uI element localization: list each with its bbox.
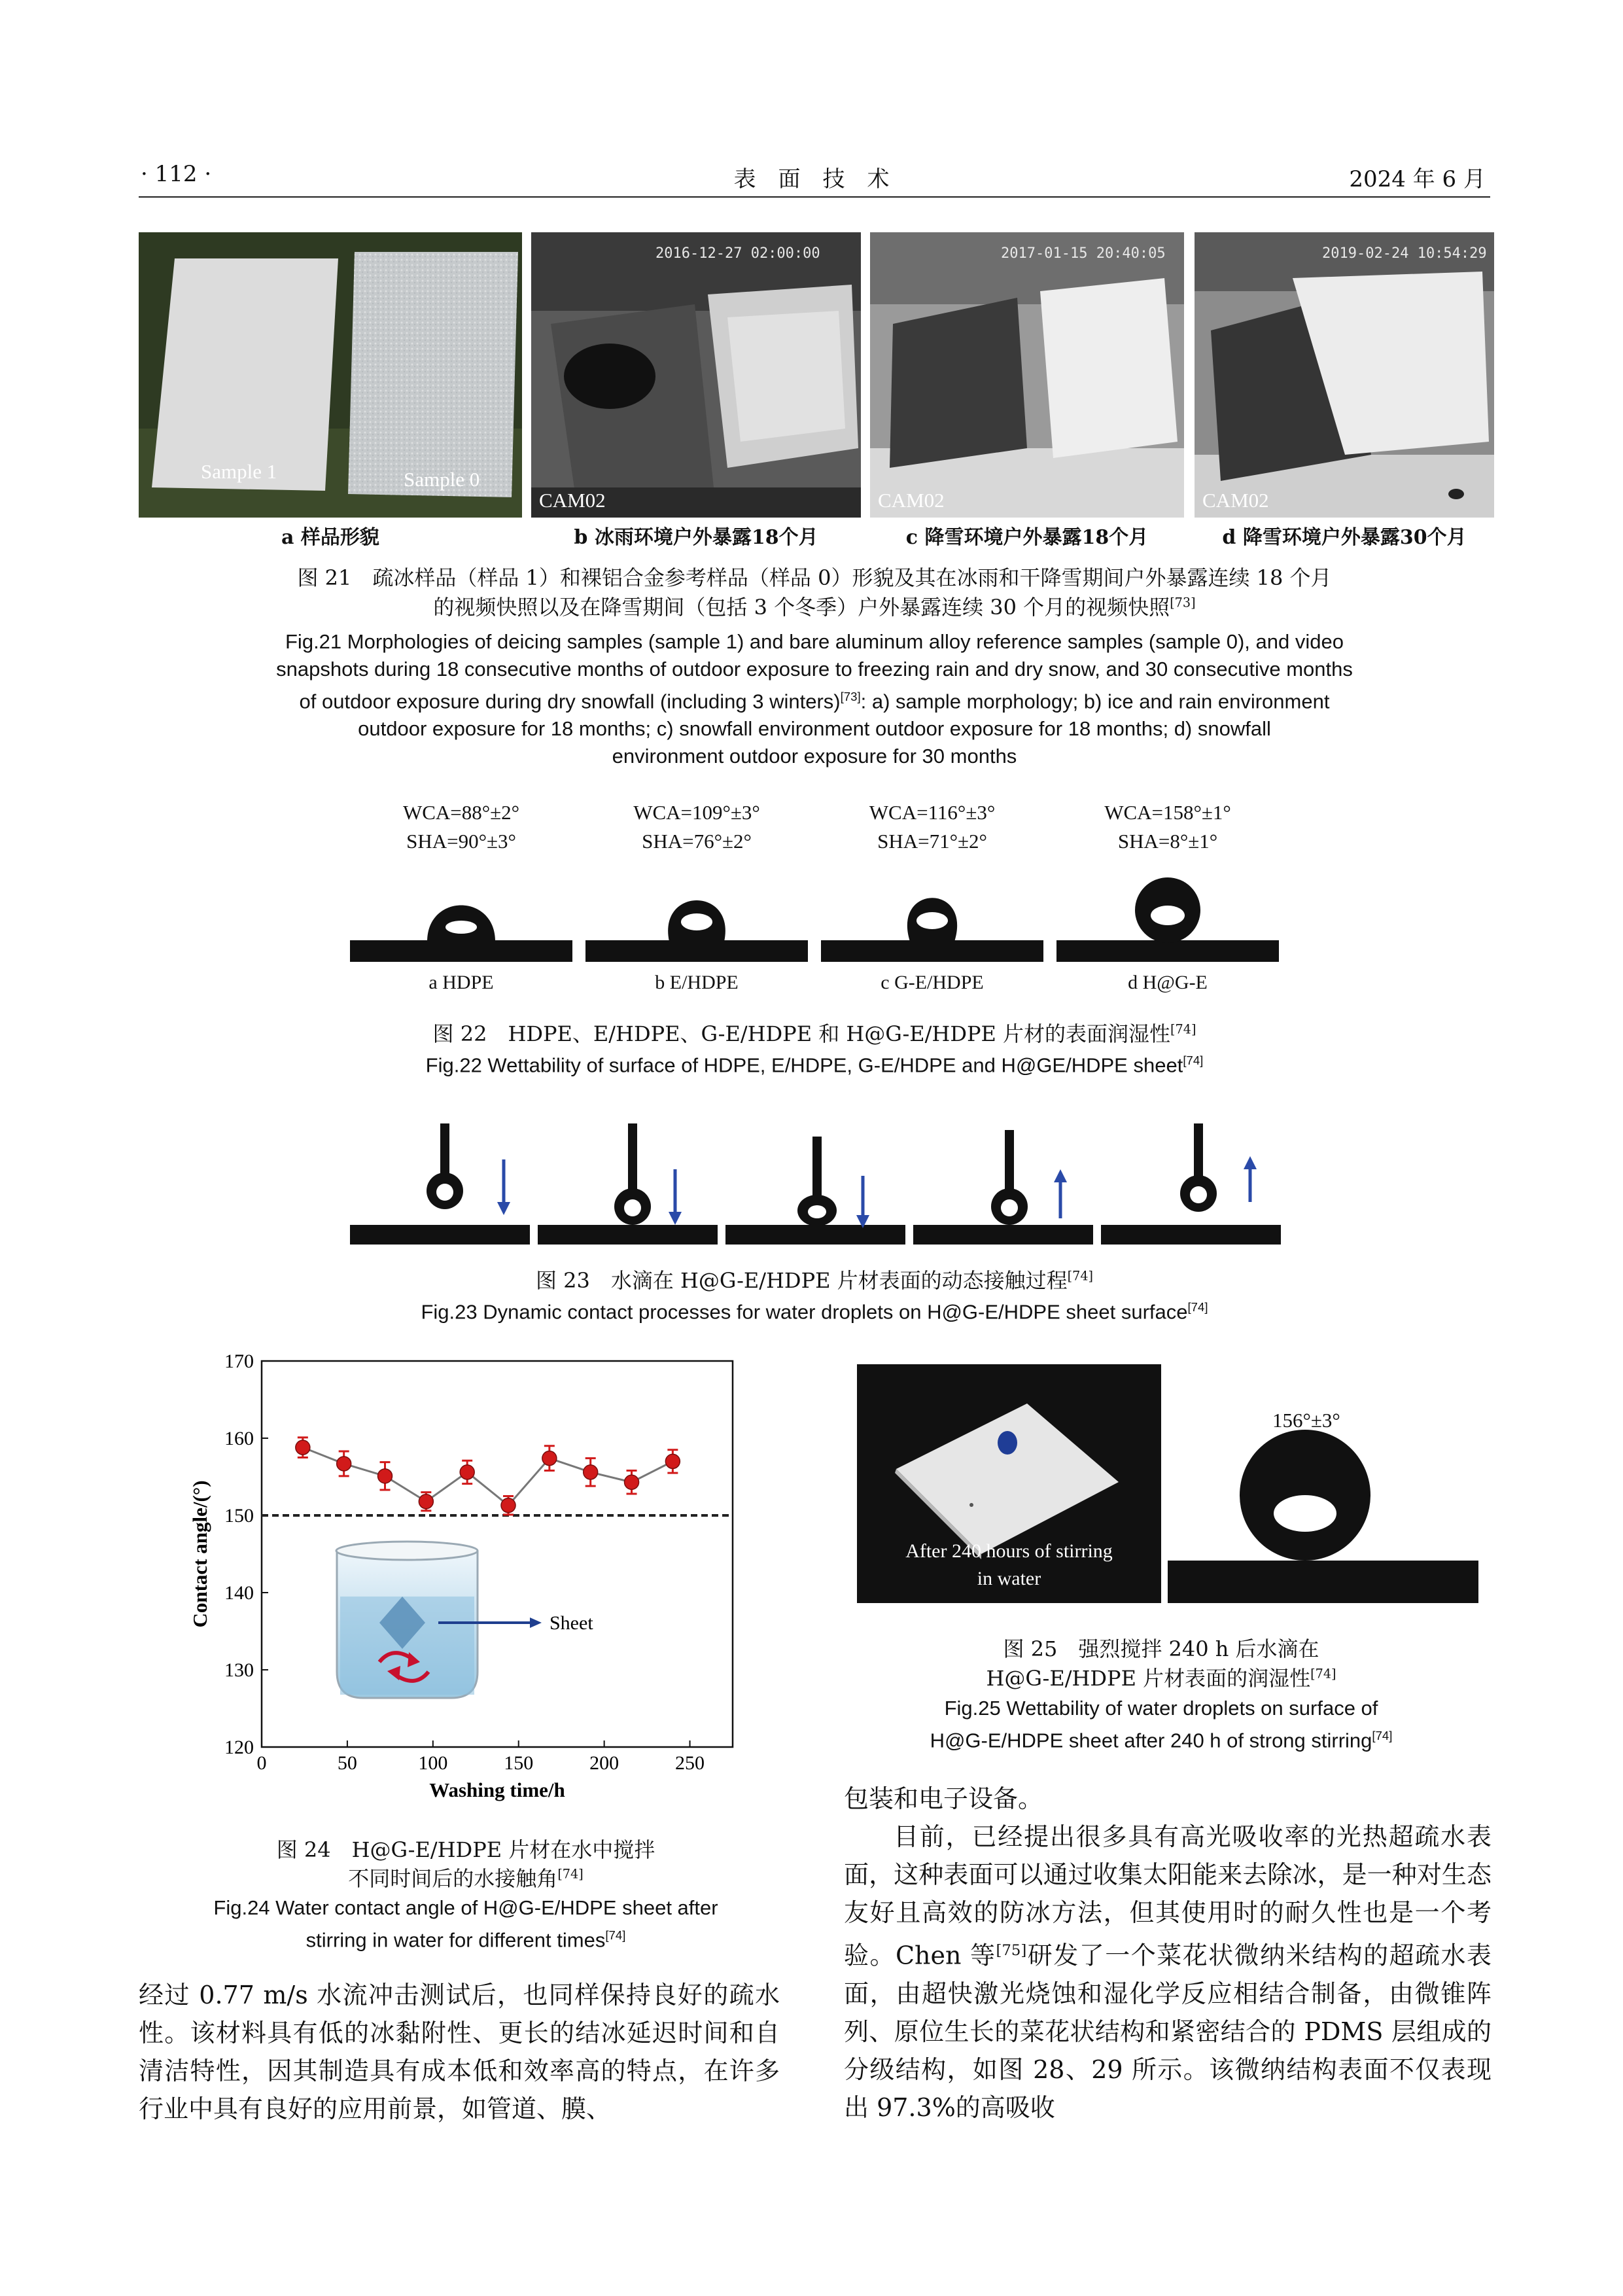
cam-label: CAM02: [878, 489, 945, 512]
data-point: [419, 1494, 433, 1509]
fig22-angles-d: WCA=158°±1° SHA=8°±1°: [1104, 801, 1231, 853]
y-tick-label: 130: [224, 1659, 254, 1681]
fig22-droplet-b: [585, 867, 808, 962]
series-line: [303, 1447, 673, 1506]
data-point: [378, 1469, 393, 1483]
fig25-caption-cn-2: H@G-E/HDPE 片材表面的润湿性[74]: [986, 1666, 1336, 1691]
fig22-droplet-a: [350, 867, 572, 962]
timestamp: 2016-12-27 02:00:00: [655, 245, 820, 262]
x-axis-label: Washing time/h: [429, 1778, 565, 1801]
fig25-photo-text: After 240 hours of stirring in water: [905, 1540, 1113, 1589]
data-point: [337, 1457, 351, 1471]
fig22-angles-c: WCA=116°±3° SHA=71°±2°: [869, 801, 996, 853]
data-point: [584, 1465, 598, 1479]
fig21-label-b: b 冰雨环境户外暴露18个月: [574, 526, 818, 549]
fig22-label-a: a HDPE: [428, 972, 494, 993]
y-tick-label: 170: [224, 1354, 254, 1372]
fig22-caption-cn: 图 22 HDPE、E/HDPE、G-E/HDPE 和 H@G-E/HDPE 片材的表面润湿性[74]: [432, 1021, 1196, 1046]
fig21-caption-cn-1: 图 21 疏冰样品（样品 1）和裸铝合金参考样品（样品 0）形貌及其在冰雨和干降雪期间户外暴露连续 18 个月: [297, 565, 1332, 590]
fig21-caption-cn-2: 的视频快照以及在降雪期间（包括 3 个冬季）户外暴露连续 30 个月的视频快照[73]: [433, 595, 1196, 620]
fig23-frame-4: [913, 1120, 1093, 1245]
x-tick-label: 50: [337, 1752, 357, 1774]
plot-frame: [262, 1361, 733, 1747]
x-tick-label: 150: [504, 1752, 534, 1774]
x-tick-label: 200: [589, 1752, 620, 1774]
fig21-photo-a: [139, 232, 522, 518]
fig21-photo-c: [870, 232, 1184, 518]
journal-title: 表 面 技 术: [733, 166, 890, 192]
fig24-caption-cn-2: 不同时间后的水接触角[74]: [348, 1866, 584, 1891]
fig21-caption-en: Fig.21 Morphologies of deicing samples (sample 1) and bare aluminum alloy reference samples (sample 0), and video snapshots during 18 consecutive months of outdoor exposure to freezing rain and dry snow, and 30 consecutive months of outdoor exposure during dry snowfall (including 3 winters)[73]: a) sample morphology; b) ice and rain environment outdoor exposure for 18 months; c) snowfall environment outdoor exposure for 18 months; d) snowfall environment outdoor exposure for 30 months: [276, 630, 1353, 768]
x-tick-label: 250: [675, 1752, 705, 1774]
data-point: [625, 1475, 639, 1489]
fig21-label-d: d 降雪环境户外暴露30个月: [1222, 526, 1467, 549]
fig22-label-d: d H@G-E: [1128, 972, 1208, 993]
data-point: [296, 1440, 310, 1455]
data-point: [665, 1454, 680, 1468]
fig22-label-b: b E/HDPE: [655, 972, 739, 993]
body-right-paragraph: 目前，已经提出很多具有高光吸收率的光热超疏水表面，这种表面可以通过收集太阳能来去除冰，是一种对生态友好且高效的防冰方法，但其使用时的耐久性也是一个考验。Chen 等[75]研发了一个菜花状微纳米结构的超疏水表面，由超快激光烧蚀和湿化学反应相结合制备，由微锥阵列、原位生长的菜花状结构和紧密结合的 PDMS 层组成的分级结构，如图 28、29 所示。该微纳结构表面不仅表现出 97.3%的高吸收: [844, 1822, 1492, 2122]
y-tick-label: 120: [224, 1737, 254, 1758]
fig25-caption-en-1: Fig.25 Wettability of water droplets on surface of: [944, 1697, 1378, 1720]
fig24-caption-en-2: stirring in water for different times[74]: [305, 1928, 626, 1952]
fig25-caption-cn-1: 图 25 强烈搅拌 240 h 后水滴在: [1003, 1636, 1319, 1661]
fig24-chart: [183, 1354, 746, 1826]
fig21-label-a: a 样品形貌: [281, 526, 379, 549]
timestamp: 2019-02-24 10:54:29: [1322, 245, 1487, 262]
fig22-droplet-c: [821, 867, 1043, 962]
fig23-caption-cn: 图 23 水滴在 H@G-E/HDPE 片材表面的动态接触过程[74]: [535, 1268, 1094, 1293]
data-point: [501, 1498, 515, 1513]
cam-label: CAM02: [539, 489, 606, 512]
fig22-label-c: c G-E/HDPE: [881, 972, 984, 993]
body-right-line1: 包装和电子设备。: [844, 1784, 1043, 1813]
fig24-caption-en-1: Fig.24 Water contact angle of H@G-E/HDPE sheet after: [213, 1896, 718, 1919]
fig22-caption-en: Fig.22 Wettability of surface of HDPE, E/HDPE, G-E/HDPE and H@GE/HDPE sheet[74]: [425, 1053, 1204, 1077]
fig21-photo-b: [531, 232, 861, 518]
fig24-caption-cn-1: 图 24 H@G-E/HDPE 片材在水中搅拌: [276, 1837, 655, 1862]
y-tick-label: 160: [224, 1428, 254, 1449]
issue-date: 2024 年 6 月: [1349, 166, 1486, 192]
fig23-caption-en: Fig.23 Dynamic contact processes for water droplets on H@G-E/HDPE sheet surface[74]: [421, 1300, 1208, 1324]
fig21-photo-d: [1195, 232, 1494, 518]
sample1-label: Sample 1: [201, 460, 277, 483]
fig25-caption-en-2: H@G-E/HDPE sheet after 240 h of strong stirring[74]: [930, 1729, 1393, 1752]
fig23-frame-3: [725, 1120, 905, 1245]
fig23-frame-5: [1101, 1120, 1281, 1245]
x-tick-label: 0: [256, 1752, 267, 1774]
inset-sheet-label: Sheet: [550, 1612, 593, 1634]
header-rule: [139, 196, 1490, 198]
timestamp: 2017-01-15 20:40:05: [1001, 245, 1166, 262]
x-tick-label: 100: [418, 1752, 448, 1774]
fig21-label-c: c 降雪环境户外暴露18个月: [905, 526, 1149, 549]
fig22-angles-a: WCA=88°±2° SHA=90°±3°: [402, 801, 520, 853]
fig23-frame-2: [538, 1120, 718, 1245]
fig25-angle-label: 156°±3°: [1272, 1409, 1340, 1432]
body-left-column: 经过 0.77 m/s 水流冲击测试后，也同样保持良好的疏水性。该材料具有低的冰黏附性、更长的结冰延迟时间和自清洁特性，因其制造具有成本低和效率高的特点，在许多行业中具有良好的应用前景，如管道、膜、: [139, 1981, 780, 2123]
beaker-inset: [336, 1542, 542, 1698]
fig25-droplet: [1168, 1364, 1478, 1603]
fig22-droplet-d: [1056, 867, 1279, 962]
fig25-photo: [857, 1364, 1161, 1603]
data-point: [542, 1451, 557, 1466]
cam-label: CAM02: [1202, 489, 1269, 512]
sample0-label: Sample 0: [404, 468, 480, 491]
page-number: · 112 ·: [141, 161, 212, 187]
data-point: [460, 1465, 474, 1479]
fig23-frame-1: [350, 1120, 530, 1245]
fig22-angles-b: WCA=109°±3° SHA=76°±2°: [633, 801, 760, 853]
y-axis-label: Contact angle/(°): [188, 1480, 211, 1628]
y-tick-label: 150: [224, 1505, 254, 1527]
y-tick-label: 140: [224, 1582, 254, 1604]
